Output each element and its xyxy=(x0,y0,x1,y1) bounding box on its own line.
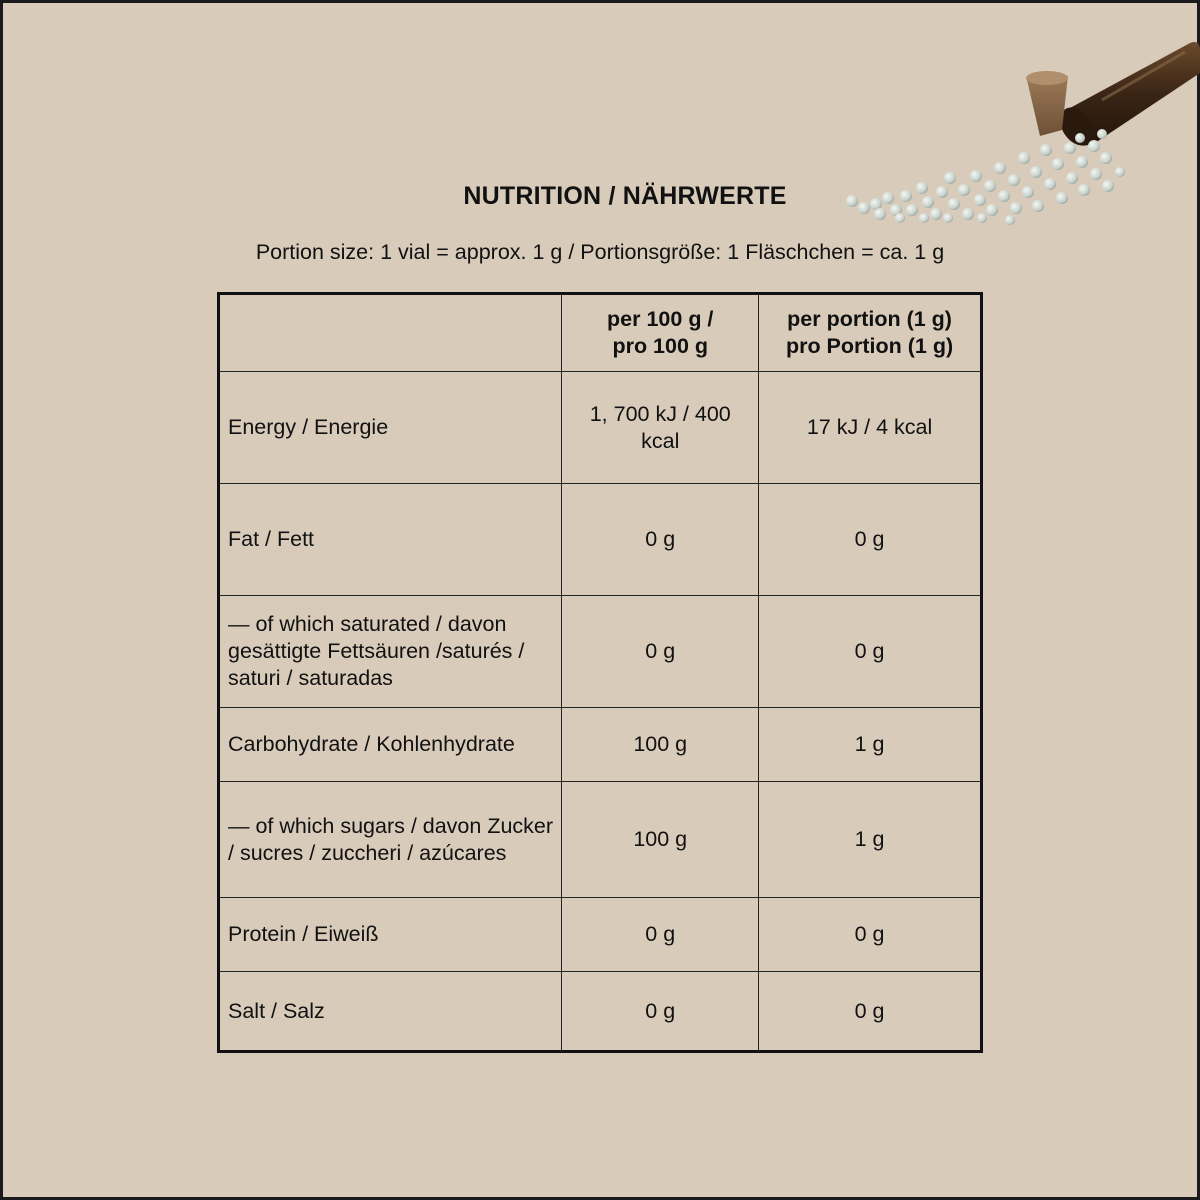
row-value-per100: 100 g xyxy=(562,708,759,782)
header-empty-cell xyxy=(219,294,562,372)
row-value-per100: 0 g xyxy=(562,898,759,972)
header-per-portion: per portion (1 g) pro Portion (1 g) xyxy=(759,294,982,372)
row-value-per100: 100 g xyxy=(562,782,759,898)
row-label-fat: Fat / Fett xyxy=(219,484,562,596)
table-row xyxy=(219,372,982,484)
row-label-energy: Energy / Energie xyxy=(219,372,562,484)
row-label-carbohydrate: Carbohydrate / Kohlenhydrate xyxy=(219,708,562,782)
table-row xyxy=(219,596,982,708)
portion-size-text: Portion size: 1 vial = approx. 1 g / Portionsgröße: 1 Fläschchen = ca. 1 g xyxy=(255,240,945,264)
table-row xyxy=(219,972,982,1052)
row-value-per-portion: 1 g xyxy=(759,782,982,898)
page-title: NUTRITION / NÄHRWERTE xyxy=(463,182,787,210)
row-label-sugars: — of which sugars / davon Zucker / sucres / zuccheri / azúcares xyxy=(219,782,562,898)
header-per-100g: per 100 g / pro 100 g xyxy=(562,294,759,372)
table-header-row xyxy=(219,294,982,372)
row-value-per-portion: 17 kJ / 4 kcal xyxy=(759,372,982,484)
table-row xyxy=(219,898,982,972)
row-label-salt: Salt / Salz xyxy=(219,972,562,1052)
row-value-per100: 0 g xyxy=(562,596,759,708)
nutrition-table xyxy=(217,292,983,1053)
row-value-per-portion: 0 g xyxy=(759,596,982,708)
cork-stopper-icon xyxy=(1026,71,1068,136)
row-value-per100: 1, 700 kJ / 400 kcal xyxy=(562,372,759,484)
row-value-per-portion: 0 g xyxy=(759,972,982,1052)
row-value-per-portion: 0 g xyxy=(759,898,982,972)
row-label-saturated: — of which saturated / davon gesättigte Fettsäuren /saturés / saturi / saturadas xyxy=(219,596,562,708)
row-value-per100: 0 g xyxy=(562,484,759,596)
row-value-per-portion: 0 g xyxy=(759,484,982,596)
row-label-protein: Protein / Eiweiß xyxy=(219,898,562,972)
table-row xyxy=(219,782,982,898)
amber-vial-icon xyxy=(1054,42,1200,150)
table-row xyxy=(219,484,982,596)
table-row xyxy=(219,708,982,782)
row-value-per100: 0 g xyxy=(562,972,759,1052)
row-value-per-portion: 1 g xyxy=(759,708,982,782)
